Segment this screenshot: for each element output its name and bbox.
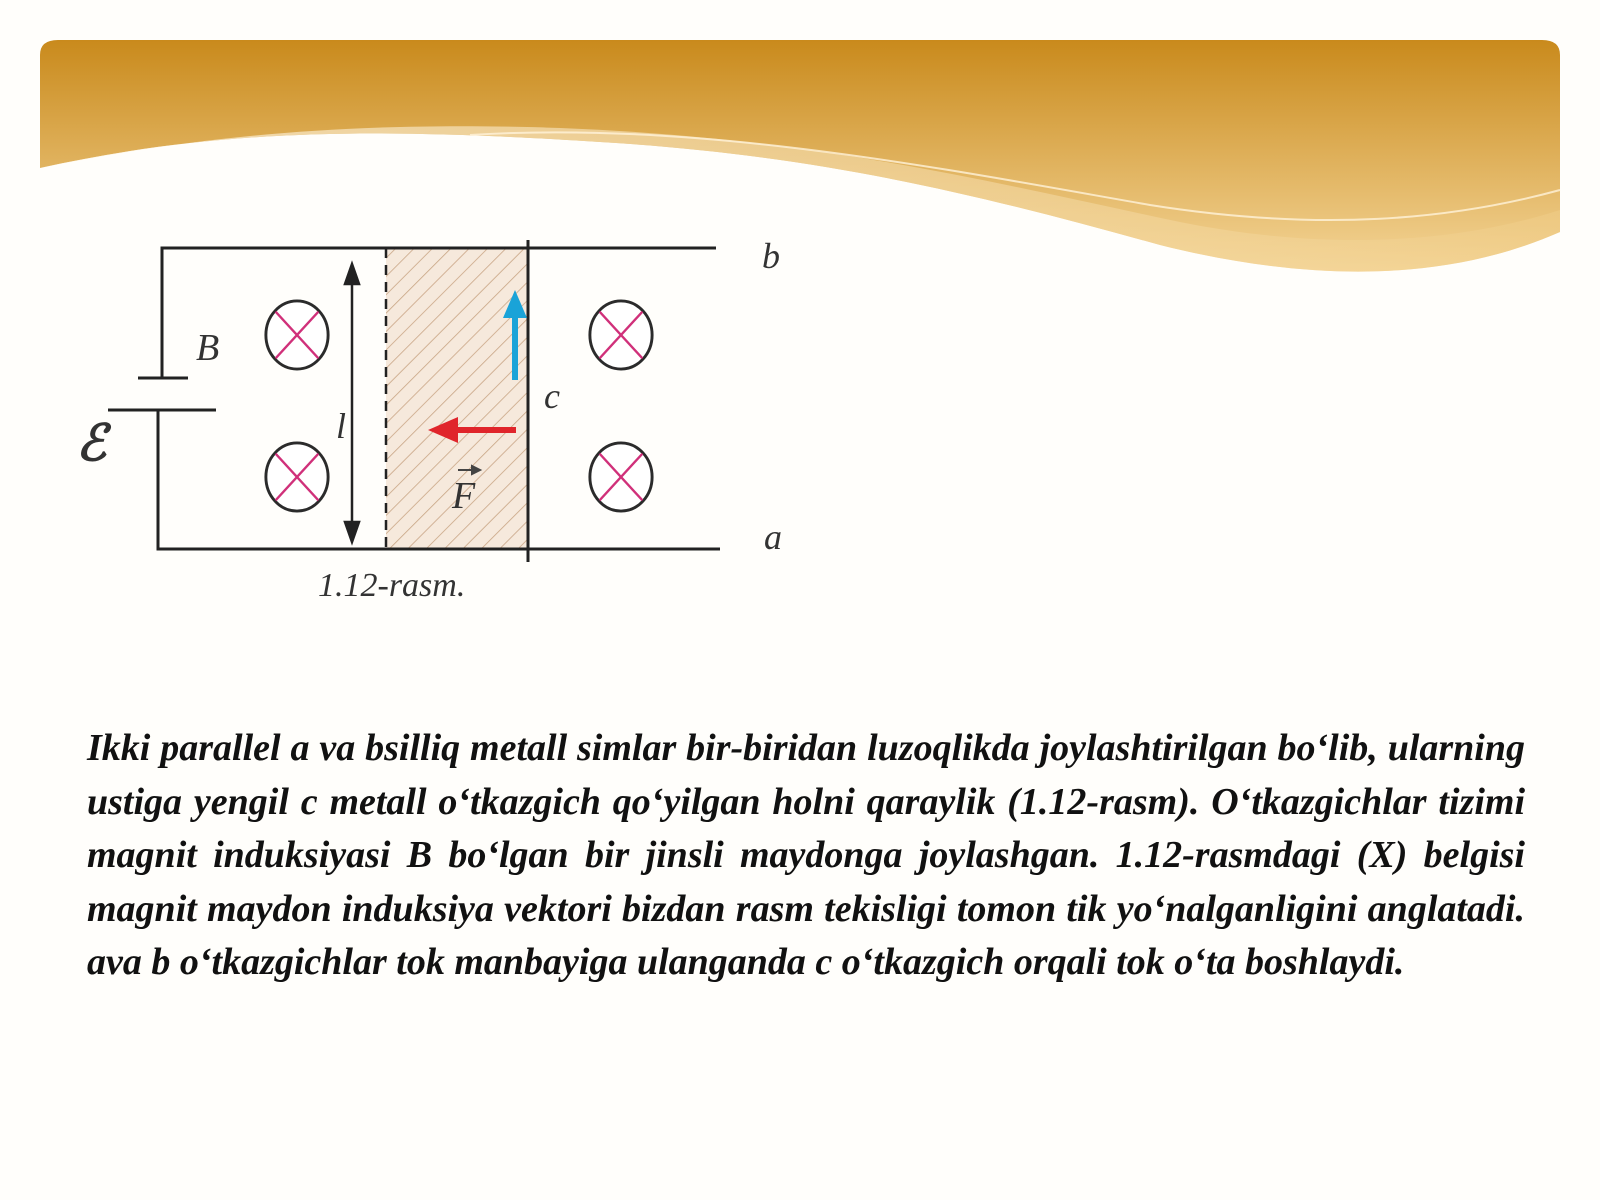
label-wire-a: a bbox=[764, 517, 782, 557]
body-paragraph: Ikki parallel a va bsilliq metall simlar bir-biridan luzoqlikda joylashtirilgan bo‘lib, ularning ustiga yengil c metall o‘tkazgich qo‘yilgan holni qaraylik (1.12-rasm). O‘tkazgichlar tizimi magnit induksiyasi B bo‘lgan bir jinsli maydonga joylashgan. 1.12-rasmdagi (X) belgisi magnit maydon induksiya vektori bizdan rasm tekisligi tomon tik yo‘nalganligini anglatadi. ava b o‘tkazgichlar tok manbayiga ulanganda c o‘tkazgich orqali tok o‘ta boshlaydi. bbox=[87, 727, 1525, 983]
length-arrow bbox=[345, 264, 359, 542]
field-cross-icon bbox=[266, 301, 328, 369]
field-cross-icon bbox=[590, 443, 652, 511]
field-cross-icon bbox=[266, 443, 328, 511]
label-length-l: l bbox=[336, 406, 347, 446]
label-conductor-c: c bbox=[544, 376, 560, 416]
label-field-B: B bbox=[196, 327, 220, 369]
label-wire-b: b bbox=[762, 236, 780, 276]
label-emf: ℰ bbox=[76, 415, 107, 471]
field-cross-icon bbox=[590, 301, 652, 369]
figure-caption: 1.12-rasm. bbox=[318, 567, 466, 604]
label-force-F: F bbox=[452, 475, 476, 517]
